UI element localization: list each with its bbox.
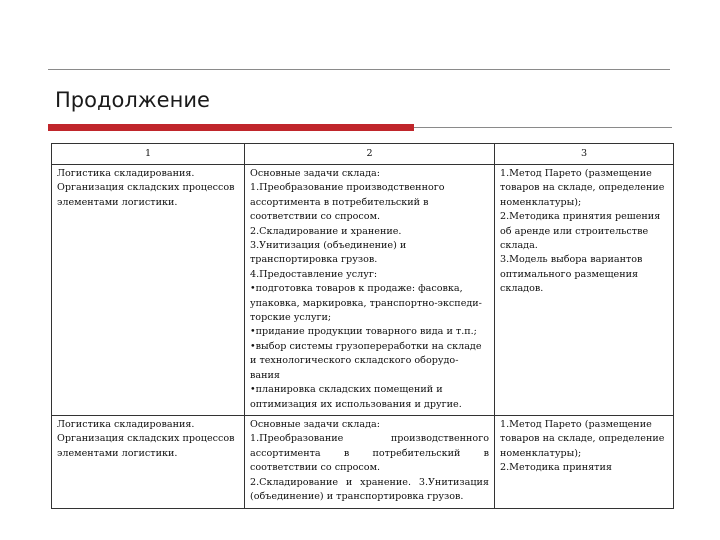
cell-row2-col2	[245, 416, 495, 509]
table-header-row	[52, 144, 674, 165]
cell-text-line: 1.Преобразование производственного	[250, 433, 489, 445]
cell-text-line: 1.Преобразование производственного	[250, 182, 445, 194]
cell-row2-col1	[52, 416, 245, 509]
title-underline	[414, 127, 672, 128]
cell-row1-col1	[52, 165, 245, 416]
cell-text-line: Логистика складирования.	[57, 168, 195, 179]
cell-text-line: об аренде или строительстве	[500, 225, 649, 237]
cell-text-line: 2.Складирование и хранение. 3.Унитизация	[250, 476, 489, 488]
cell-text-line: соответствии со спросом.	[250, 462, 381, 474]
cell-text-line: оптимизация их использования и другие.	[250, 398, 462, 410]
cell-row2-col3	[495, 416, 674, 509]
cell-text-line: •подготовка товаров к продаже: фасовка,	[250, 283, 463, 295]
cell-text-line: элементами логистики.	[57, 196, 178, 208]
cell-text-line: Организация складских процессов	[57, 433, 235, 445]
header-cell-3: 3	[495, 144, 674, 165]
cell-text-line: •придание продукции товарного вида и т.п.;	[250, 326, 477, 338]
cell-text-line: товаров на складе, определение	[500, 182, 665, 194]
cell-text-line: торские услуги;	[250, 312, 332, 324]
cell-text-line: •планировка складских помещений и	[250, 384, 443, 396]
header-cell-2: 2	[245, 144, 495, 165]
cell-text-line: 2.Складирование и хранение.	[250, 225, 402, 237]
cell-text-line: 1.Метод Парето (размещение	[500, 419, 652, 430]
cell-text-line: 4.Предоставление услуг:	[250, 268, 378, 280]
cell-text-line: вания	[250, 369, 280, 381]
cell-text-line: элементами логистики.	[57, 447, 178, 459]
cell-text-line: номенклатуры);	[500, 196, 582, 208]
table-row	[52, 165, 674, 416]
cell-text-line: оптимального размещения	[500, 268, 639, 280]
cell-row1-col3	[495, 165, 674, 416]
cell-text-line: склада.	[500, 240, 538, 252]
cell-text-line: складов.	[500, 283, 544, 295]
cell-text-line: Основные задачи склада:	[250, 168, 380, 179]
cell-text-line: транспортировка грузов.	[250, 254, 378, 266]
cell-text-line: ассортимента в потребительский в	[250, 196, 429, 208]
content-table	[51, 143, 674, 509]
cell-text-line: Логистика складирования.	[57, 419, 195, 430]
top-divider	[48, 69, 670, 70]
cell-text-line: Организация складских процессов	[57, 182, 235, 194]
cell-text-line: и технологического складского оборудо-	[250, 355, 459, 367]
cell-text-line: 1.Метод Парето (размещение	[500, 168, 652, 179]
cell-text-line: ассортимента в потребительский в	[250, 447, 489, 459]
cell-text-line: 3.Модель выбора вариантов	[500, 254, 643, 266]
cell-text-line: товаров на складе, определение	[500, 433, 665, 445]
header-cell-1: 1	[52, 144, 245, 165]
cell-text-line: 3.Унитизация (объединение) и	[250, 240, 407, 252]
cell-text-line: (объединение) и транспортировка грузов.	[250, 491, 464, 503]
cell-text-line: 2.Методика принятия	[500, 462, 612, 474]
cell-text-line: номенклатуры);	[500, 447, 582, 459]
cell-text-line: •выбор системы грузопереработки на складе	[250, 340, 482, 352]
cell-text-line: Основные задачи склада:	[250, 419, 380, 430]
table-row	[52, 416, 674, 509]
slide-title: Продолжение	[55, 88, 210, 112]
cell-text-line: 2.Методика принятия решения	[500, 211, 661, 223]
title-accent-bar	[48, 124, 414, 131]
cell-row1-col2	[245, 165, 495, 416]
cell-text-line: упаковка, маркировка, транспортно-экспеди-	[250, 297, 482, 309]
cell-text-line: соответствии со спросом.	[250, 211, 381, 223]
